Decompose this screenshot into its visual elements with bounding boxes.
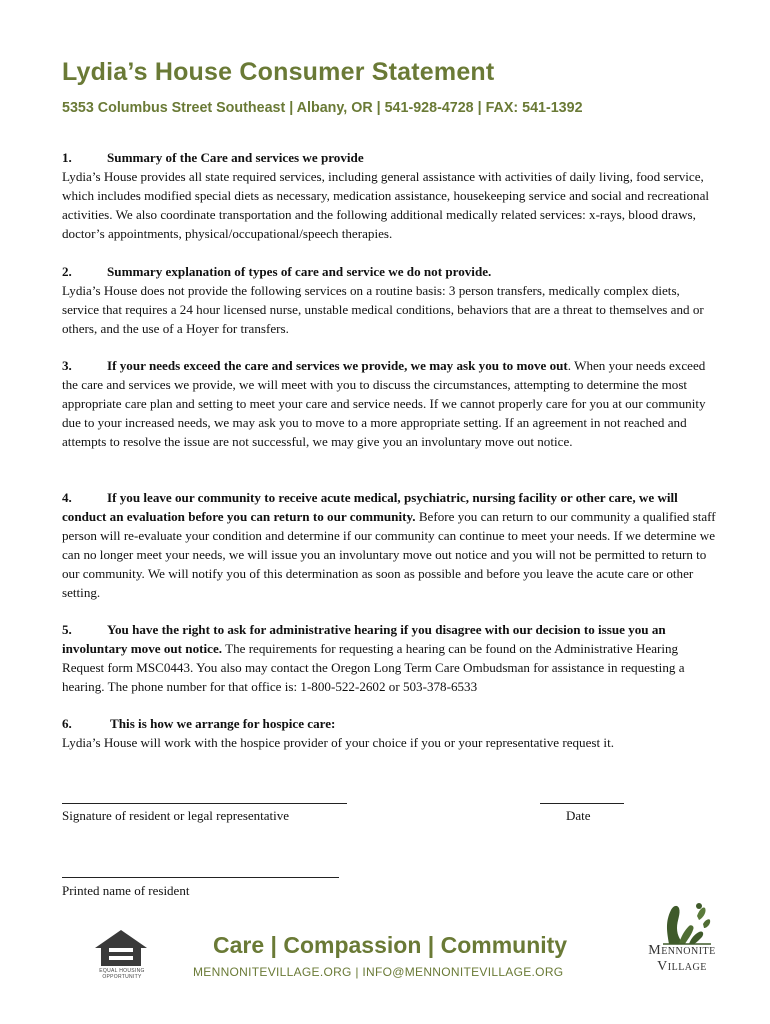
mennonite-village-wordmark bbox=[632, 943, 732, 975]
mennonite-village-logo-icon bbox=[655, 896, 715, 948]
section-heading: You have the right to ask for administrative hearing if you disagree with our decision to issue you an involuntary move out notice. bbox=[62, 622, 666, 656]
section-6 bbox=[62, 714, 717, 752]
date-label: Date bbox=[566, 808, 591, 823]
section-heading: Summary explanation of types of care and service we do not provide. bbox=[107, 264, 492, 279]
printed-name-line[interactable] bbox=[62, 877, 339, 878]
section-number: 5. bbox=[62, 622, 72, 637]
printed-name-label: Printed name of resident bbox=[62, 883, 190, 898]
section-heading: If your needs exceed the care and services we provide, we may ask you to move out bbox=[107, 358, 568, 373]
section-body: Lydia’s House provides all state required services, including general assistance with activities of daily living, food service, which includes modified special diets as necessary, medication assistance, housekeeping service and social and recreational activities. We also coordinate transportation and the following additional medically related services: x-rays, blood draws, doctor’s appointments, physical/occupational/speech therapies. bbox=[62, 169, 710, 241]
section-body: Lydia’s House will work with the hospice provider of your choice if you or your representative request it. bbox=[62, 735, 614, 750]
footer-contact: MENNONITEVILLAGE.ORG | INFO@MENNONITEVILLAGE.ORG bbox=[193, 965, 564, 979]
section-number: 6. bbox=[62, 716, 72, 731]
section-body: The requirements for requesting a hearing can be found on the Administrative Hearing Request form MSC0443. You also may contact the Oregon Long Term Care Ombudsman for assistance in requesting a hearing. The phone number for that office is: 1-800-522-2602 or 503-378-6533 bbox=[62, 641, 685, 694]
section-heading: This is how we arrange for hospice care: bbox=[107, 716, 336, 731]
section-5 bbox=[62, 620, 717, 696]
section-body: Lydia’s House does not provide the following services on a routine basis: 3 person transfers, medically complex diets, service that requires a 24 hour licensed nurse, unstable medical conditions, behaviors that are a threat to themselves and or others, and the use of a Hoyer for transfers. bbox=[62, 283, 704, 336]
section-heading: If you leave our community to receive acute medical, psychiatric, nursing facility or other care, we will conduct an evaluation before you can return to our community. bbox=[62, 490, 678, 524]
section-number: 2. bbox=[62, 264, 72, 279]
signature-line[interactable] bbox=[62, 803, 347, 804]
section-number: 3. bbox=[62, 358, 72, 373]
wordmark-line-1: Mennonite bbox=[648, 943, 716, 958]
section-3 bbox=[62, 356, 717, 451]
date-line[interactable] bbox=[540, 803, 624, 804]
wordmark-line-2: Village bbox=[657, 959, 707, 974]
signature-label: Signature of resident or legal representative bbox=[62, 808, 290, 823]
address-line: 5353 Columbus Street Southeast | Albany, OR | 541-928-4728 | FAX: 541-1392 bbox=[62, 100, 583, 116]
section-heading: Summary of the Care and services we provide bbox=[107, 150, 364, 165]
section-body: . When your needs exceed the care and services we provide, we will meet with you to discuss the circumstances, attempting to determine the most appropriate care plan and setting to meet your care and service needs. If we cannot properly care for you at our community due to your increased needs, we may ask you to move to a more appropriate setting. If an agreement in not reached and attempts to resolve the issue are not successful, we may give you an involuntary move out notice. bbox=[62, 358, 706, 449]
footer-tagline: Care | Compassion | Community bbox=[213, 932, 568, 958]
document-title: Lydia’s House Consumer Statement bbox=[62, 58, 495, 86]
section-4 bbox=[62, 488, 717, 602]
section-2 bbox=[62, 262, 717, 338]
section-number: 1. bbox=[62, 150, 72, 165]
section-body: Before you can return to our community a qualified staff person will re-evaluate your condition and determine if our community can continue to meet your needs. If we determine we can no longer meet your needs, we will issue you an involuntary move out notice and you will not be permitted to return to our community. We will notify you of this determination as soon as possible and before you leave the acute care or other setting. bbox=[62, 509, 716, 600]
section-1 bbox=[62, 148, 717, 243]
section-number: 4. bbox=[62, 490, 72, 505]
equal-housing-text: EQUAL HOUSING OPPORTUNITY bbox=[99, 968, 145, 980]
